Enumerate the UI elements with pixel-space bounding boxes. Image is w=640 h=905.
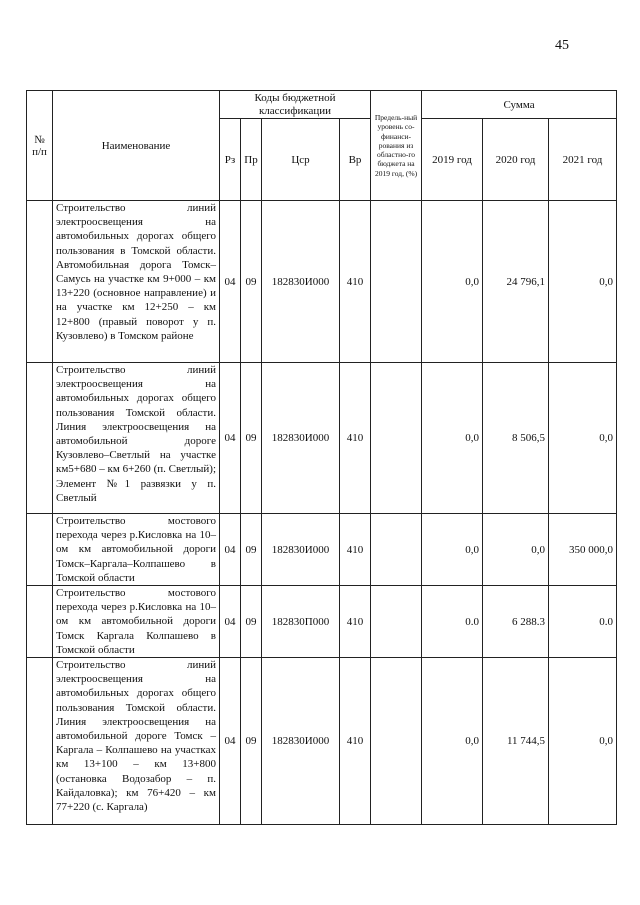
row-number bbox=[27, 514, 53, 586]
row-sum-2021: 0,0 bbox=[549, 201, 617, 363]
row-sum-2020: 24 796,1 bbox=[483, 201, 549, 363]
row-sum-2019: 0,0 bbox=[422, 201, 483, 363]
row-rz: 04 bbox=[220, 586, 241, 658]
row-csr: 182830П000 bbox=[262, 586, 340, 658]
row-csr: 182830И000 bbox=[262, 363, 340, 514]
page-number: 45 bbox=[555, 38, 569, 53]
row-name: Строительство линий электроосвещения на автомобильных дорогах общего пользования в Томской области. Автомобильная дорога Томск–Самусь на участке км 9+000 – км 13+220 (основное направление) и на участке км 12+250 – км 12+800 (правый поворот у п. Кузовлево) в Томском районе bbox=[53, 201, 220, 363]
row-sum-2021: 0,0 bbox=[549, 658, 617, 825]
row-sum-2021: 0.0 bbox=[549, 586, 617, 658]
row-vr: 410 bbox=[340, 586, 371, 658]
header-sum: Сумма bbox=[422, 91, 617, 119]
table-row bbox=[27, 201, 617, 363]
header-year-2020: 2020 год bbox=[483, 119, 549, 201]
row-cofinancing-level bbox=[371, 658, 422, 825]
header-rz: Рз bbox=[220, 119, 241, 201]
row-sum-2019: 0,0 bbox=[422, 514, 483, 586]
row-cofinancing-level bbox=[371, 586, 422, 658]
row-name: Строительство линий электроосвещения на автомобильных дорогах общего пользования Томской области. Линия электроосвещения на автомобильной дороге Томск – Каргала – Колпашево на участках км 13+100 – км 13+800 (остановка Водозабор – п. Кайдаловка); км 76+420 – км 77+220 (с. Каргала) bbox=[53, 658, 220, 825]
row-number bbox=[27, 586, 53, 658]
header-year-2019: 2019 год bbox=[422, 119, 483, 201]
row-csr: 182830И000 bbox=[262, 201, 340, 363]
row-pr: 09 bbox=[241, 363, 262, 514]
row-pr: 09 bbox=[241, 514, 262, 586]
row-name: Строительство мостового перехода через р.Кисловка на 10–ом км автомобильной дороги Томск–Каргала–Колпашево в Томской области bbox=[53, 514, 220, 586]
row-rz: 04 bbox=[220, 658, 241, 825]
row-vr: 410 bbox=[340, 363, 371, 514]
row-sum-2020: 0,0 bbox=[483, 514, 549, 586]
row-number bbox=[27, 658, 53, 825]
header-year-2021: 2021 год bbox=[549, 119, 617, 201]
row-name: Строительство линий электроосвещения на автомобильных дорогах общего пользования Томской области. Линия электроосвещения на автомобильной дороге Кузовлево–Светлый на участке км5+680 – км 6+260 (п. Светлый); Элемент №1 развязки у п. Светлый bbox=[53, 363, 220, 514]
header-num: № п/п bbox=[27, 91, 53, 201]
row-sum-2021: 0,0 bbox=[549, 363, 617, 514]
row-pr: 09 bbox=[241, 658, 262, 825]
row-cofinancing-level bbox=[371, 363, 422, 514]
row-sum-2019: 0,0 bbox=[422, 363, 483, 514]
row-sum-2020: 8 506,5 bbox=[483, 363, 549, 514]
table-row bbox=[27, 586, 617, 658]
row-pr: 09 bbox=[241, 586, 262, 658]
row-vr: 410 bbox=[340, 201, 371, 363]
header-codes: Коды бюджетной классификации bbox=[220, 91, 371, 119]
row-rz: 04 bbox=[220, 363, 241, 514]
row-sum-2020: 11 744,5 bbox=[483, 658, 549, 825]
row-cofinancing-level bbox=[371, 201, 422, 363]
row-sum-2019: 0.0 bbox=[422, 586, 483, 658]
row-rz: 04 bbox=[220, 514, 241, 586]
table-row bbox=[27, 658, 617, 825]
row-csr: 182830И000 bbox=[262, 514, 340, 586]
header-csr: Цср bbox=[262, 119, 340, 201]
header-cofinancing-level: Предель-ный уровень со-финанси-рования из областно-го бюджета на 2019 год, (%) bbox=[371, 91, 422, 201]
row-cofinancing-level bbox=[371, 514, 422, 586]
row-number bbox=[27, 363, 53, 514]
row-vr: 410 bbox=[340, 514, 371, 586]
row-sum-2019: 0,0 bbox=[422, 658, 483, 825]
row-pr: 09 bbox=[241, 201, 262, 363]
row-csr: 182830И000 bbox=[262, 658, 340, 825]
header-pr: Пр bbox=[241, 119, 262, 201]
header-vr: Вр bbox=[340, 119, 371, 201]
budget-table bbox=[26, 90, 617, 825]
table-row bbox=[27, 514, 617, 586]
row-number bbox=[27, 201, 53, 363]
row-rz: 04 bbox=[220, 201, 241, 363]
row-sum-2020: 6 288.3 bbox=[483, 586, 549, 658]
row-sum-2021: 350 000,0 bbox=[549, 514, 617, 586]
row-name: Строительство мостового перехода через р.Кисловка на 10–ом км автомобильной дороги Томск Каргала Колпашево в Томской области bbox=[53, 586, 220, 658]
row-vr: 410 bbox=[340, 658, 371, 825]
table-body bbox=[27, 201, 617, 825]
header-name: Наименование bbox=[53, 91, 220, 201]
table-row bbox=[27, 363, 617, 514]
